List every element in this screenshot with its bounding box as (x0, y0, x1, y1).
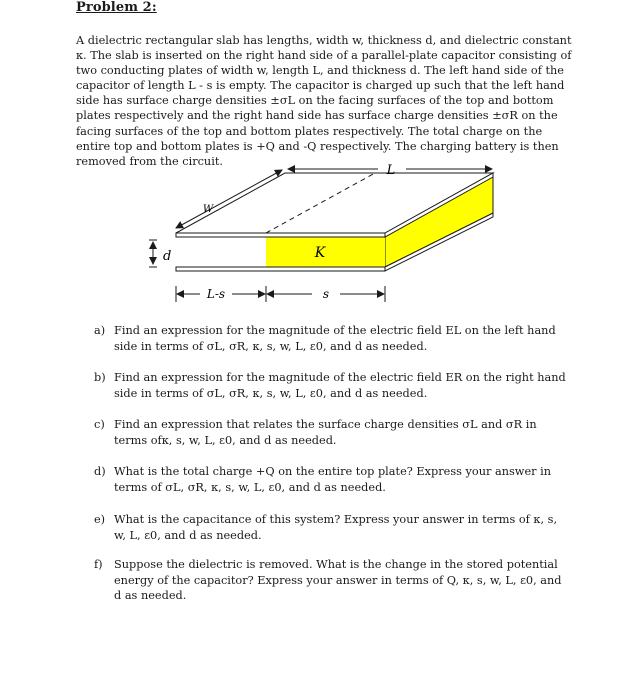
question-text: Find an expression that relates the surface charge densities σL and σR in terms ofκ, s, w, L, ε0, and d as needed. (114, 418, 537, 447)
dielectric-constant-label: K (314, 245, 326, 261)
dielectric-front (266, 237, 385, 267)
question-text: Suppose the dielectric is removed. What is the change in the stored potential energy of the capacitor? Express your answer in terms of Q, κ, s, w, L, ε0, and d as needed. (114, 558, 562, 603)
question-label: d) (94, 465, 106, 478)
ls-label: L-s (206, 287, 226, 301)
question-c (94, 417, 572, 448)
thickness-label: d (163, 249, 172, 264)
question-label: f) (94, 558, 103, 571)
width-label: W (202, 204, 214, 215)
problem-statement: A dielectric rectangular slab has lengths, width w, thickness d, and dielectric constant κ. The slab is inserted on the right hand side of a parallel-plate capacitor consisting of two conducting plates of width w, length L, and thickness d. The left hand side of the capacitor of length L - s is empty. The capacitor is charged up such that the left hand side has surface charge densities ±σL on the facing surfaces of the top and bottom plates respectively and the right hand side has surface charge densities ±σR on the facing surfaces of the top and bottom plates respectively. The total charge on the entire top and bottom plates is +Q and -Q respectively. The charging battery is then removed from the circuit. (76, 34, 572, 168)
question-e (94, 512, 572, 543)
question-f (94, 557, 572, 604)
question-label: c) (94, 418, 105, 431)
question-text: Find an expression for the magnitude of the electric field ER on the right hand side in terms of σL, σR, κ, s, w, L, ε0, and d as needed. (114, 371, 566, 400)
s-label: s (322, 287, 330, 301)
question-a (94, 323, 572, 354)
question-text: What is the total charge +Q on the entire top plate? Express your answer in terms of σL, σR, κ, s, w, L, ε0, and d as needed. (114, 465, 552, 494)
question-label: b) (94, 371, 106, 384)
question-label: e) (94, 513, 106, 526)
capacitor-figure (140, 160, 510, 310)
bottom-plate-front (176, 267, 385, 271)
question-text: Find an expression for the magnitude of the electric field EL on the left hand side in terms of σL, σR, κ, s, w, L, ε0, and d as needed. (114, 324, 556, 353)
length-label: L (386, 163, 396, 178)
question-text: What is the capacitance of this system? Express your answer in terms of κ, s, w, L, ε0, and d as needed. (114, 513, 558, 542)
question-b (94, 370, 572, 401)
question-label: a) (94, 324, 106, 337)
top-plate-front (176, 233, 385, 237)
capacitor-diagram (140, 160, 510, 310)
question-d (94, 464, 572, 495)
problem-title: Problem 2: (76, 0, 157, 15)
